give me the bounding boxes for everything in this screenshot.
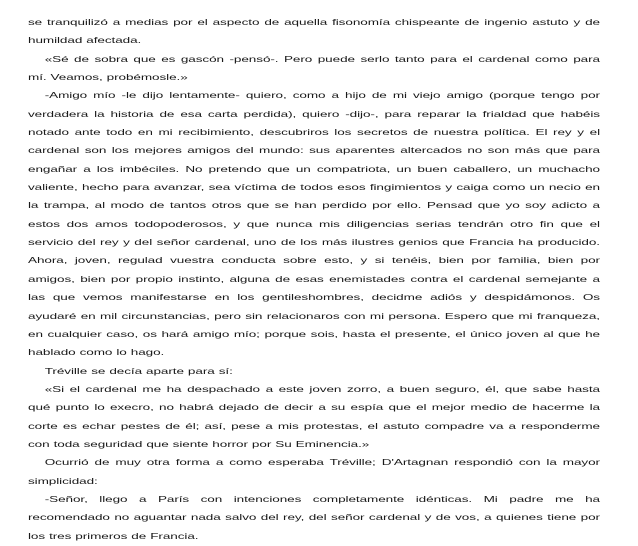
paragraph-4: Tréville se decía aparte para sí: (44, 366, 233, 376)
paragraph-3: -Amigo mío -le dijo lentamente- quiero, como a hijo de mi viejo amigo (porque tengo por verdadera la historia de esa carta perdida), quiero -dijo-, para reparar la frialdad que habéis notado ante todo en mi recibimiento, descubriros los secretos de nuestra política. El rey y el cardenal son los mejores amigos del mundo: sus aparentes altercados no son más que para engañar a los imbéciles. No pretendo que un compatriota, un buen caballero, un muchacho valiente, hecho para avanzar, sea víctima de todos esos fingimientos y caiga como un necio en la trampa, al modo de tantos otros que se han perdido por ello. Pensad que yo soy adicto a estos dos amos todopoderosos, y que nunca mis diligencias serias tendrán otro fin que el servicio del rey y del señor cardenal, uno de los más ilustres genios que Francia ha producido. Ahora, joven, regulad vuestra conducta sobre esto, y si tenéis, bien por familia, bien por amigos, bien por propio instinto, alguna de esas enemistades contra el cardenal semejante a las que vemos manifestarse en los gentileshombres, decidme adiós y despidámonos. Os ayudaré en mil circunstancias, pero sin relacionaros con mi persona. Espero que mi franqueza, en cualquier caso, os hará amigo mío; porque sois, hasta el presente, el único joven al que he hablado como lo hago. (28, 91, 600, 358)
paragraph-5: «Si el cardenal me ha despachado a este joven zorro, a buen seguro, él, que sabe hasta qué punto lo execro, no habrá dejado de decir a su espía que el mejor medio de hacerme la corte es echar pestes de él; así, pese a mis protestas, el astuto compadre va a respondermе con toda seguridad que siente horror por Su Eminencia.» (28, 384, 600, 449)
paragraph-1: se tranquilizó a medias por el aspecto de aquella fisonomía chispeante de ingenio astuto y de humildad afectada. (28, 18, 600, 46)
document-page (28, 14, 600, 546)
paragraph-2: «Sé de sobra que es gascón -pensó-. Pero puede serlo tanto para el cardenal como para mí. Veamos, probémosle.» (28, 54, 600, 83)
paragraph-7: -Señor, llego a París con intenciones completamente idénticas. Mi padre me ha recomendado no aguantar nada salvo del rey, del señor cardenal y de vos, a quienes tiene por los tres primeros de Francia. (28, 494, 600, 541)
paragraph-6: Ocurrió de muy otra forma a como esperaba Tréville; D'Artagnan respondió con la mayor simplicidad: (28, 458, 600, 486)
